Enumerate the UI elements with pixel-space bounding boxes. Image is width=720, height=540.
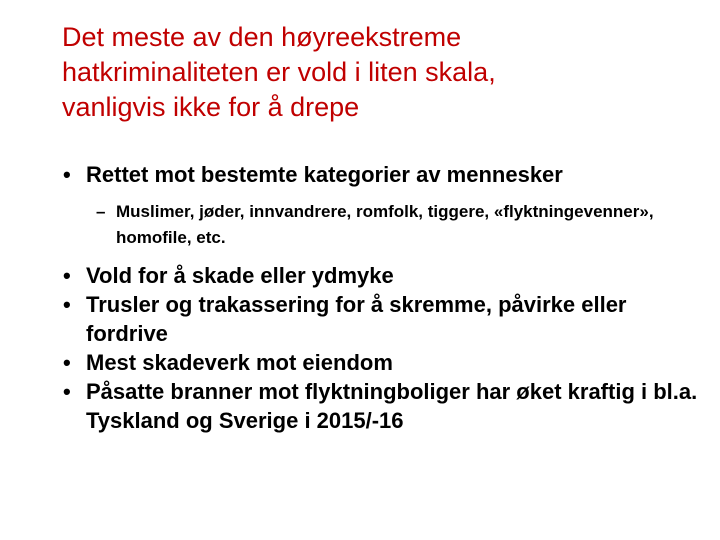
- bullet-marker: •: [63, 263, 71, 288]
- bullet-item-2: [0, 261, 714, 290]
- bullet-text: Vold for å skade eller ydmyke: [86, 263, 394, 288]
- sub-bullet-item-1: [0, 199, 686, 251]
- bullet-item-1: [0, 160, 714, 189]
- bullet-text: Påsatte branner mot flyktningboliger har øket kraftig i bl.a. Tyskland og Sverige i 2015/-16: [86, 379, 698, 433]
- bullet-text: Mest skadeverk mot eiendom: [86, 350, 393, 375]
- bullet-item-3: [0, 290, 714, 348]
- title-line-1: Det meste av den høyreekstreme: [62, 22, 462, 52]
- slide-title: [62, 20, 682, 125]
- sub-bullet-marker: –: [96, 202, 106, 221]
- title-line-3: vanligvis ikke for å drepe: [62, 92, 360, 122]
- bullet-list: [0, 160, 720, 435]
- bullet-item-5: [0, 377, 714, 435]
- sub-bullet-text: Muslimer, jøder, innvandrere, romfolk, tiggere, «flyktningevenner», homofile, etc.: [116, 202, 654, 247]
- bullet-marker: •: [63, 292, 71, 317]
- bullet-text: Trusler og trakassering for å skremme, påvirke eller fordrive: [86, 292, 627, 346]
- bullet-marker: •: [63, 379, 71, 404]
- bullet-marker: •: [63, 350, 71, 375]
- bullet-marker: •: [63, 162, 71, 187]
- bullet-text: Rettet mot bestemte kategorier av mennesker: [86, 162, 563, 187]
- title-line-2: hatkriminaliteten er vold i liten skala,: [62, 57, 496, 87]
- bullet-item-4: [0, 348, 714, 377]
